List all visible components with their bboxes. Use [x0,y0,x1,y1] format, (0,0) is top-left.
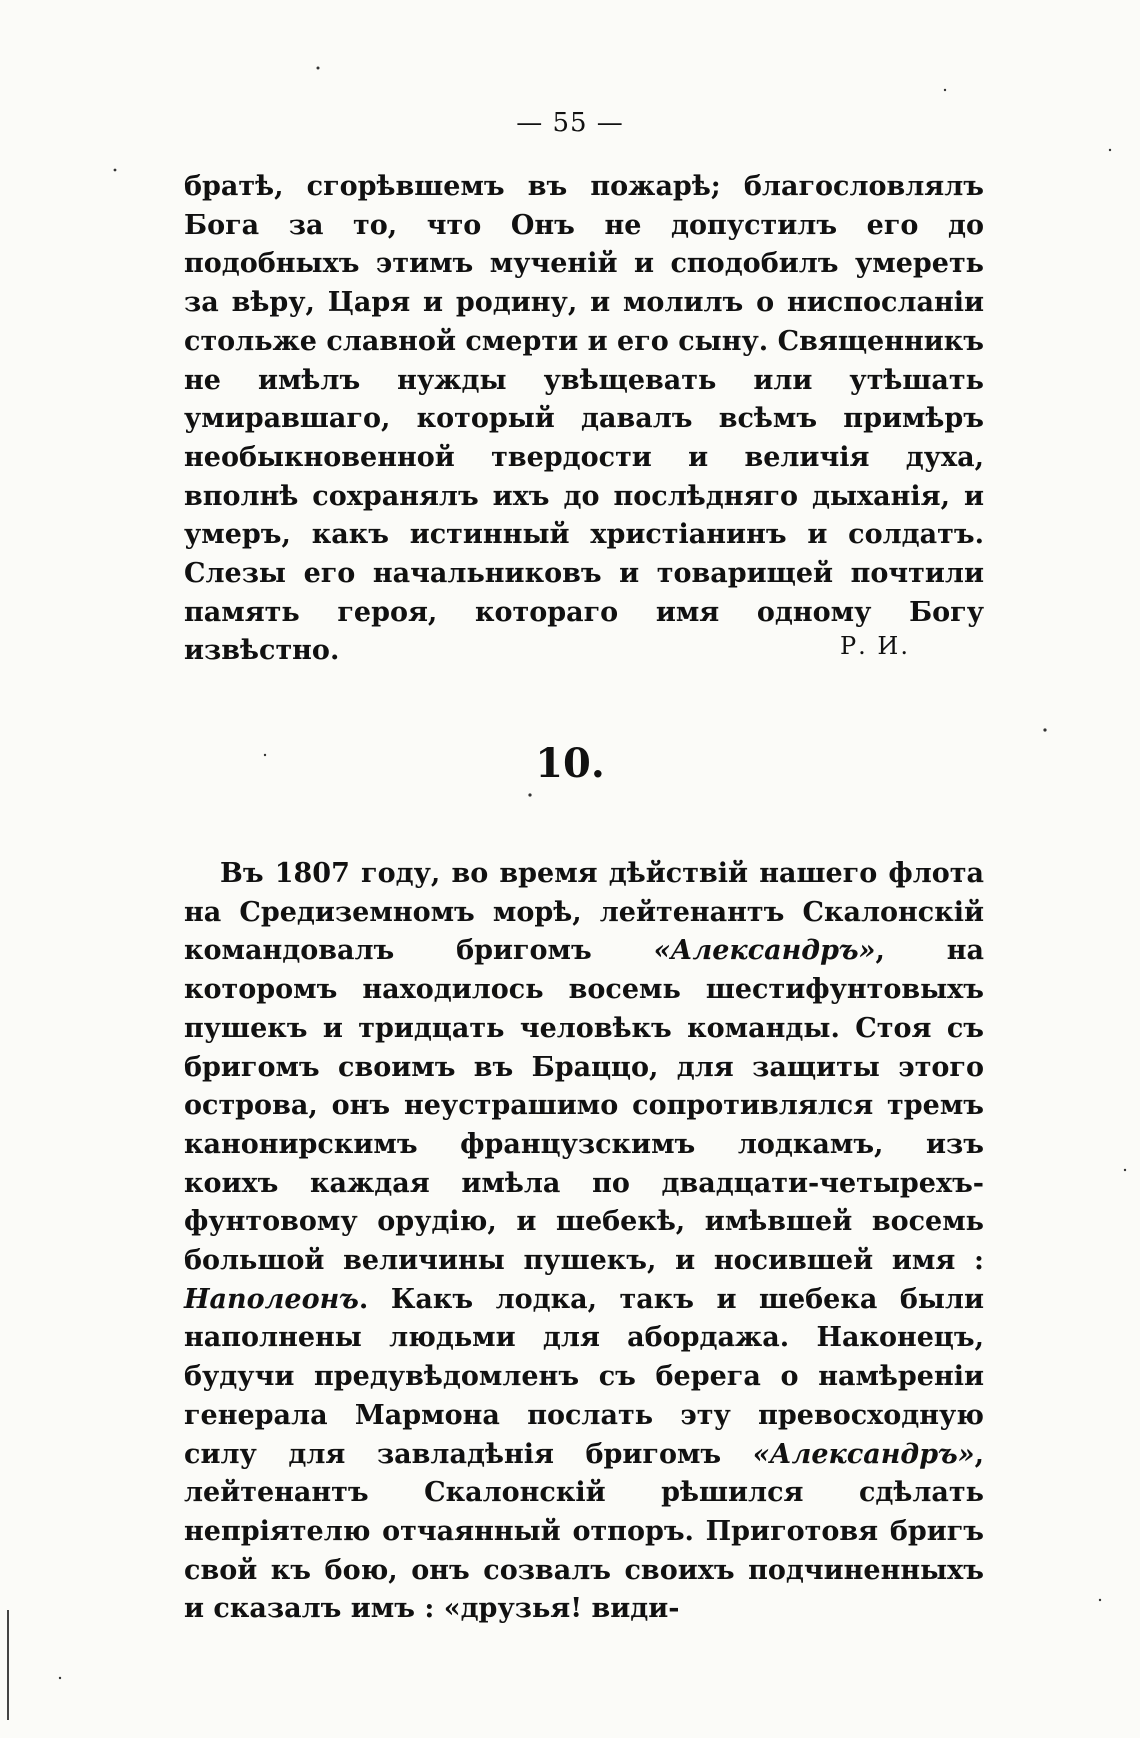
ship-name: «Александръ» [752,1438,975,1470]
paragraph-2-part-4: , лейтенантъ Скалонскій рѣшился сдѣлать непріятелю отчаянный отпоръ. Приготовя бригъ свой къ бою, онъ созвалъ своихъ подчиненныхъ и сказалъ имъ : «друзья! види- [184,1438,984,1625]
paragraph-2-part-1: Въ 1807 году, во время дѣйствій нашего флота на Средиземномъ морѣ, лейтенантъ Скалонскій командовалъ бригомъ [184,858,984,967]
paragraph-2-part-3: . Какъ лодка, такъ и шебека были наполнены людьми для абордажа. Наконецъ, будучи предувѣдомленъ съ берега о намѣреніи генерала Мармона послать эту превосходную силу для завладѣнія бригомъ [184,1283,984,1470]
paragraph-2-part-2: , на которомъ находилось восемь шестифунтовыхъ пушекъ и тридцать человѣкъ команды. Стоя съ бригомъ своимъ въ Браццо, для защиты этого острова, онъ неустрашимо сопротивлялся тремъ канонирскимъ французскимъ лодкамъ, изъ коихъ каждая имѣла по двадцати-четырехъ-фунтовому орудію, и шебекѣ, имѣвшей восемь большой величины пушекъ, и носившей имя : [184,935,984,1277]
author-initials: Р. И. [840,632,910,660]
paragraph-1: братѣ, сгорѣвшемъ въ пожарѣ; благословлялъ Бога за то, что Онъ не допустилъ его до подобныхъ этимъ мученій и сподобилъ умереть за вѣру, Царя и родину, и молилъ о ниспосланіи стольже славной смерти и его сыну. Священникъ не имѣлъ нужды увѣщевать или утѣшать умиравшаго, который давалъ всѣмъ примѣръ необыкновенной твердости и величія духа, вполнѣ сохранялъ ихъ до послѣдняго дыханія, и умеръ, какъ истинный христіанинъ и солдатъ. Слезы его начальниковъ и товарищей почтили память героя, котораго имя одному Богу извѣстно. [184,171,984,667]
ship-name: Наполеонъ [184,1283,359,1315]
page-number: — 55 — [516,108,624,138]
section-number: 10. [535,740,605,787]
ship-name: «Александръ» [653,935,876,967]
